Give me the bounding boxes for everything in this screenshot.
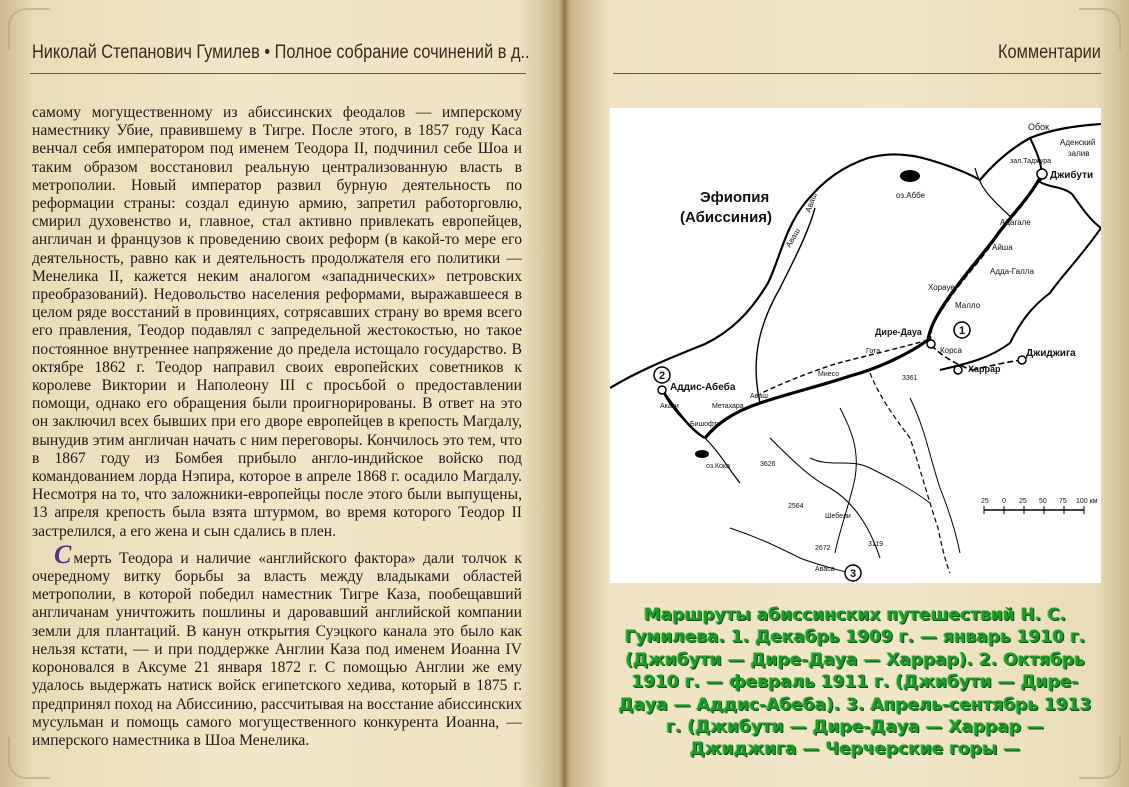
elevation-label: 3119 (868, 541, 884, 548)
country-label: Эфиопия (700, 189, 770, 206)
place-label: зал.Таджура (1010, 158, 1052, 165)
place-label: Метахара (712, 403, 744, 410)
place-label: Адагале (1000, 218, 1031, 227)
place-label: залив (1068, 149, 1090, 158)
place-label: Обок (1028, 122, 1050, 132)
river (810, 458, 930, 503)
town-marker (1037, 169, 1047, 179)
river (835, 408, 856, 553)
place-label: Акаки (660, 403, 679, 410)
place-label: оз.Кока (706, 463, 731, 470)
river (770, 438, 880, 558)
scale-tick-label: 0 (1002, 498, 1006, 505)
left-page-text (32, 104, 522, 750)
book-title-header: Николай Степанович Гумилев • Полное собрание сочинений в д.. (32, 42, 530, 63)
place-label: Джиджига (1026, 348, 1076, 359)
place-label: Аденский (1060, 138, 1096, 147)
river (910, 398, 960, 553)
route-marker-label: 3 (849, 568, 857, 580)
route-marker-label: 1 (958, 325, 966, 337)
lake-koka (695, 450, 709, 458)
place-label: Аваса (815, 566, 835, 573)
place-label: Миесо (818, 371, 840, 378)
river (730, 528, 860, 576)
river-label: Аваш (783, 226, 802, 249)
scale-tick-label: 25 (981, 498, 989, 505)
place-label: Гота (866, 348, 881, 355)
scale-tick-label: 100 км (1076, 498, 1098, 505)
scale-tick-label: 25 (1019, 498, 1027, 505)
place-label: Аваш (750, 393, 768, 400)
paragraph-text: мерть Теодора и наличие «английского фактора» дали толчок к очередному витку борьбы за власть между владыками областей метрополии, в которой победил наместник Тигре Каза, пообещавший англичанам уничтожить пошлины и даровавший английской компании земли для плантаций. В канун открытия Суэцкого канала это было как нельзя кстати, — и при поддержке Англии Каза под именем Иоанна IV короновался в Аксуме 21 января 1872 г. С помощью Англии же ему удалось выдержать натиск войск египетского хедива, который в 1875 г. предпринял поход на Абиссинию, рассчитывая на восстание абиссинских мусульман и помощь самого могущественного конкурента Иоанна, — имперского наместника в Шоа Менелика. (32, 549, 522, 749)
railway (662, 390, 705, 438)
scale-bar (981, 498, 1098, 514)
elevation-label: 3626 (760, 461, 776, 468)
header-rule (613, 73, 1101, 74)
scale-tick-label: 75 (1059, 498, 1067, 505)
place-label: Корса (940, 346, 963, 355)
lake-abbe (900, 170, 920, 182)
route-marker-label: 2 (658, 370, 666, 382)
place-label: Шебели (825, 513, 851, 520)
place-label: Айша (992, 243, 1013, 252)
elevation-label: 2672 (815, 545, 831, 552)
route-2 (760, 340, 928, 394)
elevation-label: 3361 (902, 375, 918, 382)
town-marker (658, 386, 666, 394)
town-marker (1018, 356, 1026, 364)
town-marker (927, 340, 935, 348)
drop-cap: С (54, 539, 72, 569)
place-label: Аддис-Абеба (670, 382, 736, 393)
elevation-label: 2564 (788, 503, 804, 510)
river-label: Аваш (803, 191, 819, 214)
place-label: Джибути (1050, 170, 1094, 181)
place-label: Малло (955, 301, 981, 310)
place-label: Хорауе (928, 283, 955, 292)
header-rule (30, 73, 526, 74)
place-label: оз.Аббе (896, 191, 926, 200)
border-line (940, 228, 1101, 370)
scale-tick-label: 50 (1039, 498, 1047, 505)
place-label: Харрар (968, 364, 1001, 374)
route-map (610, 108, 1101, 583)
place-label: Дире-Дауа (875, 327, 922, 337)
section-header: Комментарии (998, 42, 1101, 63)
border-line (975, 168, 1012, 218)
place-label: Адда-Галла (990, 267, 1034, 276)
coastline (1030, 138, 1101, 228)
town-marker (954, 366, 962, 374)
paragraph: самому могущественному из абиссинских феодалов — имперскому наместнику Убие, правившему в Тигре. После этого, в 1857 году Каса венчал себя императором под именем Теодора II, подчинил себе Шоа и таким образом восстановил реальную централизованную власть в метрополии. Новый император развил бурную деятельность по реформации страны: создал единую армию, запретил работорговлю, смирил духовенство и, главное, стал активно привлекать европейцев, англичан и французов к проведению своих реформ (в какой-то мере его деятельность, равно как и деятельность продолжателя его политики — Менелика II, кажется неким аналогом «западнических» петровских преобразований). Недовольство населения реформами, выражавшееся в целом ряде восстаний в провинциях, сотрясавших страну во время всего его правления, Теодор подавлял с запредельной жестокостью, но такое постоянное внутреннее напряжение до предела истощало государство. В октябре 1862 г. Теодор направил своих европейских советников к королеве Виктории и Наполеону III с просьбой о предоставлении помощи, однако его обращения были проигнорированы. В ответ на это он заключил всех бывших при его дворе европейцев в крепость Магдалу, вынудив этим англичан начать с ним переговоры. Кончилось это тем, что в 1867 году из Бомбея прибыло англо-индийское войско под командованием лорда Нэпира, которое в апреле 1868 г. осадило Магдалу. Несмотря на то, что заложники-европейцы после этого были выпущены, 13 апреля крепость была взята штурмом, во время которого Теодор II застрелился, а его жена и сын сдались в плен. (32, 104, 522, 540)
left-page (0, 0, 562, 787)
map-caption: Маршруты абиссинских путешествий Н. С. Гумилева. 1. Декабрь 1909 г. — январь 1910 г. (Джибути — Дире-Дауа — Харрар). 2. Октябрь 1910 г. — февраль 1911 г. (Джибути — Дире-Дауа — Аддис-Абеба). 3. Апрель-сентябрь 1913 г. (Джибути — Дире-Дауа — Харрар — Джиджига — Черчерские горы — (618, 605, 1092, 760)
country-label: (Абиссиния) (680, 209, 773, 226)
place-label: Бишофту (690, 421, 721, 428)
paragraph (32, 539, 522, 750)
